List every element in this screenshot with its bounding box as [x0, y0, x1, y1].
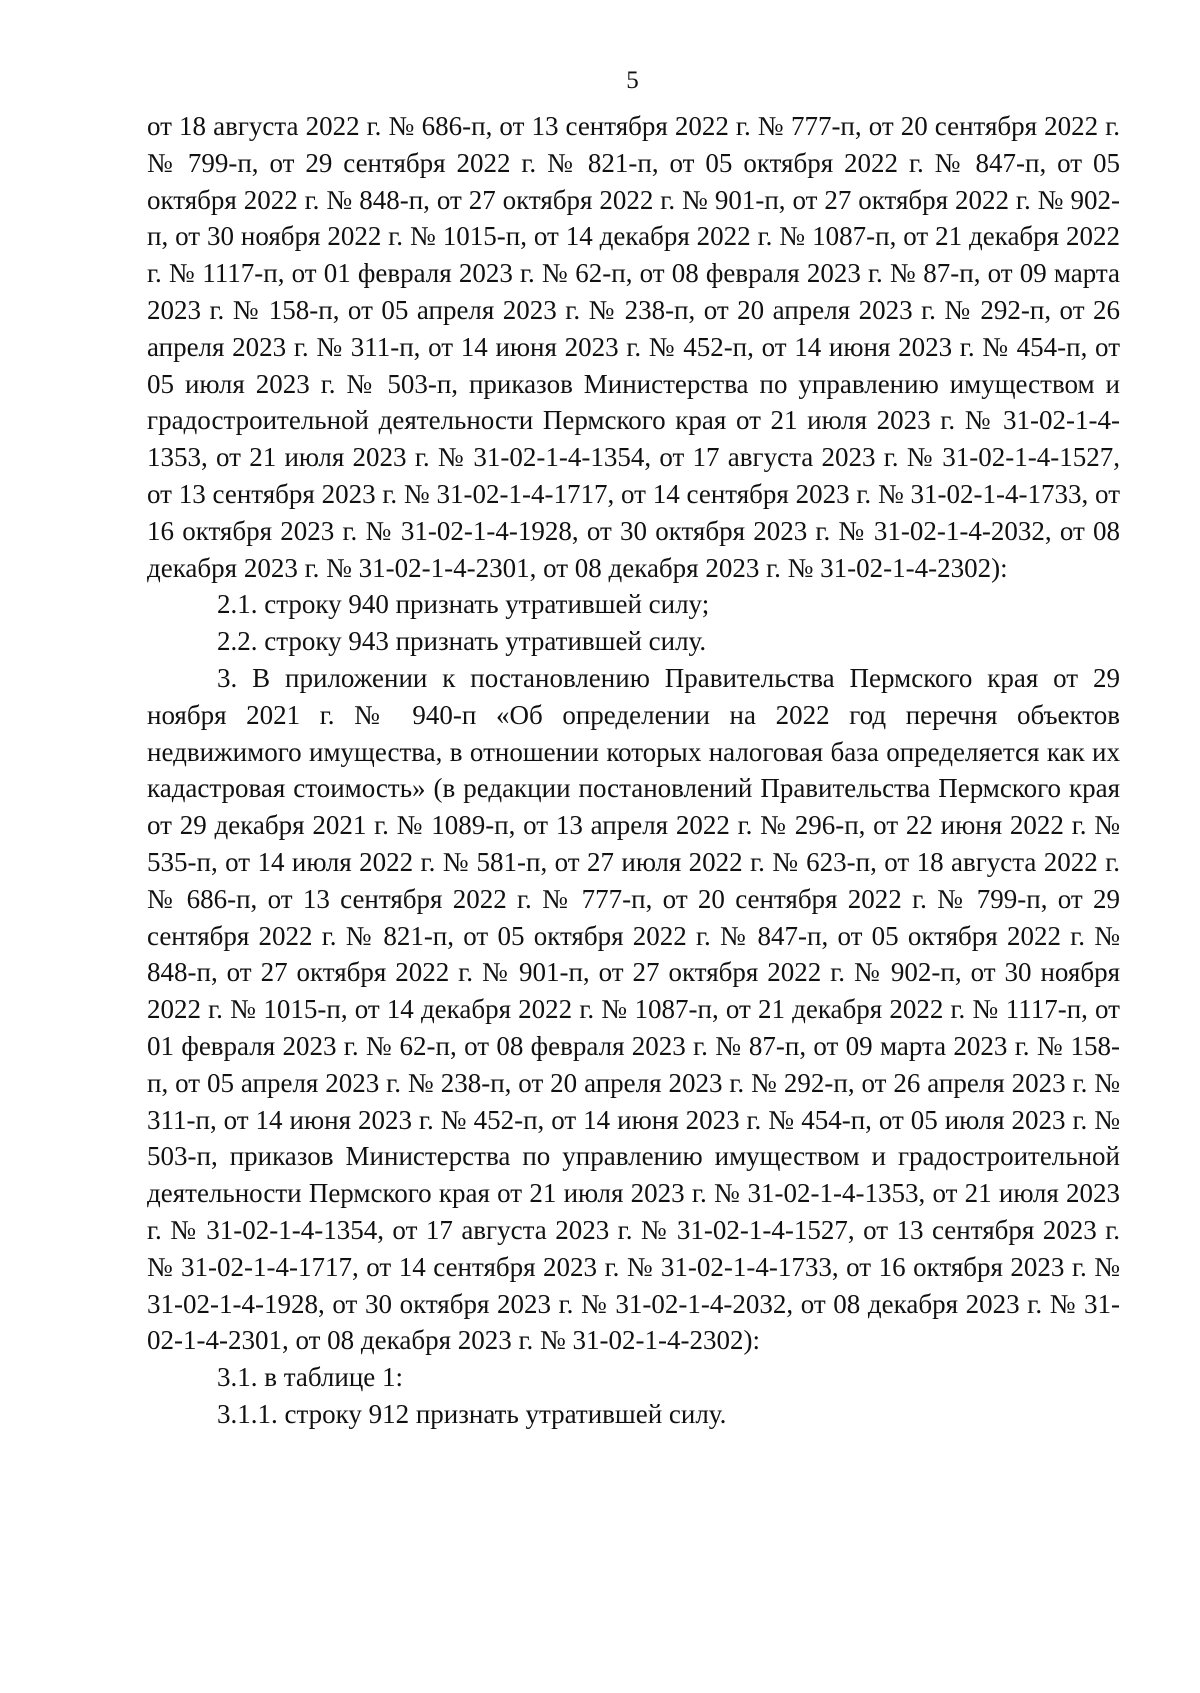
document-body — [147, 108, 1120, 1433]
paragraph-item-3-1: 3.1. в таблице 1: — [217, 1362, 404, 1393]
paragraph-item-3-1-1: 3.1.1. строку 912 признать утратившей силу. — [217, 1398, 727, 1429]
paragraph-item-2-1: 2.1. строку 940 признать утратившей силу; — [217, 589, 710, 620]
paragraph-item-3: 3. В приложении к постановлению Правительства Пермского края от 29 ноября 2021 г. № 940-п «Об определении на 2022 год перечня объектов недвижимого имущества, в отношении которых налоговая база определяется как их кадастровая стоимость» (в редакции постановлений Правительства Пермского края от 29 декабря 2021 г. № 1089-п, от 13 апреля 2022 г. № 296-п, от 22 июня 2022 г. № 535-п, от 14 июля 2022 г. № 581-п, от 27 июля 2022 г. № 623-п, от 18 августа 2022 г. № 686-п, от 13 сентября 2022 г. № 777-п, от 20 сентября 2022 г. № 799-п, от 29 сентября 2022 г. № 821-п, от 05 октября 2022 г. № 847-п, от 05 октября 2022 г. № 848-п, от 27 октября 2022 г. № 901-п, от 27 октября 2022 г. № 902-п, от 30 ноября 2022 г. № 1015-п, от 14 декабря 2022 г. № 1087-п, от 21 декабря 2022 г. № 1117-п, от 01 февраля 2023 г. № 62-п, от 08 февраля 2023 г. № 87-п, от 09 марта 2023 г. № 158-п, от 05 апреля 2023 г. № 238-п, от 20 апреля 2023 г. № 292-п, от 26 апреля 2023 г. № 311-п, от 14 июня 2023 г. № 452-п, от 14 июня 2023 г. № 454-п, от 05 июля 2023 г. № 503-п, приказов Министерства по управлению имуществом и градостроительной деятельности Пермского края от 21 июля 2023 г. № 31-02-1-4-1353, от 21 июля 2023 г. № 31-02-1-4-1354, от 17 августа 2023 г. № 31-02-1-4-1527, от 13 сентября 2023 г. № 31-02-1-4-1717, от 14 сентября 2023 г. № 31-02-1-4-1733, от 16 октября 2023 г. № 31-02-1-4-1928, от 30 октября 2023 г. № 31-02-1-4-2032, от 08 декабря 2023 г. № 31-02-1-4-2301, от 08 декабря 2023 г. № 31-02-1-4-2302): — [147, 662, 1120, 1356]
paragraph-item-2-2: 2.2. строку 943 признать утратившей силу. — [217, 626, 707, 657]
paragraph-amendment-list-continuation: от 18 августа 2022 г. № 686-п, от 13 сентября 2022 г. № 777-п, от 20 сентября 2022 г. № 799-п, от 29 сентября 2022 г. № 821-п, от 05 октября 2022 г. № 847-п, от 05 октября 2022 г. № 848-п, от 27 октября 2022 г. № 901-п, от 27 октября 2022 г. № 902-п, от 30 ноября 2022 г. № 1015-п, от 14 декабря 2022 г. № 1087-п, от 21 декабря 2022 г. № 1117-п, от 01 февраля 2023 г. № 62-п, от 08 февраля 2023 г. № 87-п, от 09 марта 2023 г. № 158-п, от 05 апреля 2023 г. № 238-п, от 20 апреля 2023 г. № 292-п, от 26 апреля 2023 г. № 311-п, от 14 июня 2023 г. № 452-п, от 14 июня 2023 г. № 454-п, от 05 июля 2023 г. № 503-п, приказов Министерства по управлению имуществом и градостроительной деятельности Пермского края от 21 июля 2023 г. № 31-02-1-4-1353, от 21 июля 2023 г. № 31-02-1-4-1354, от 17 августа 2023 г. № 31-02-1-4-1527, от 13 сентября 2023 г. № 31-02-1-4-1717, от 14 сентября 2023 г. № 31-02-1-4-1733, от 16 октября 2023 г. № 31-02-1-4-1928, от 30 октября 2023 г. № 31-02-1-4-2032, от 08 декабря 2023 г. № 31-02-1-4-2301, от 08 декабря 2023 г. № 31-02-1-4-2302): — [147, 111, 1120, 583]
page-number: 5 — [626, 67, 639, 94]
